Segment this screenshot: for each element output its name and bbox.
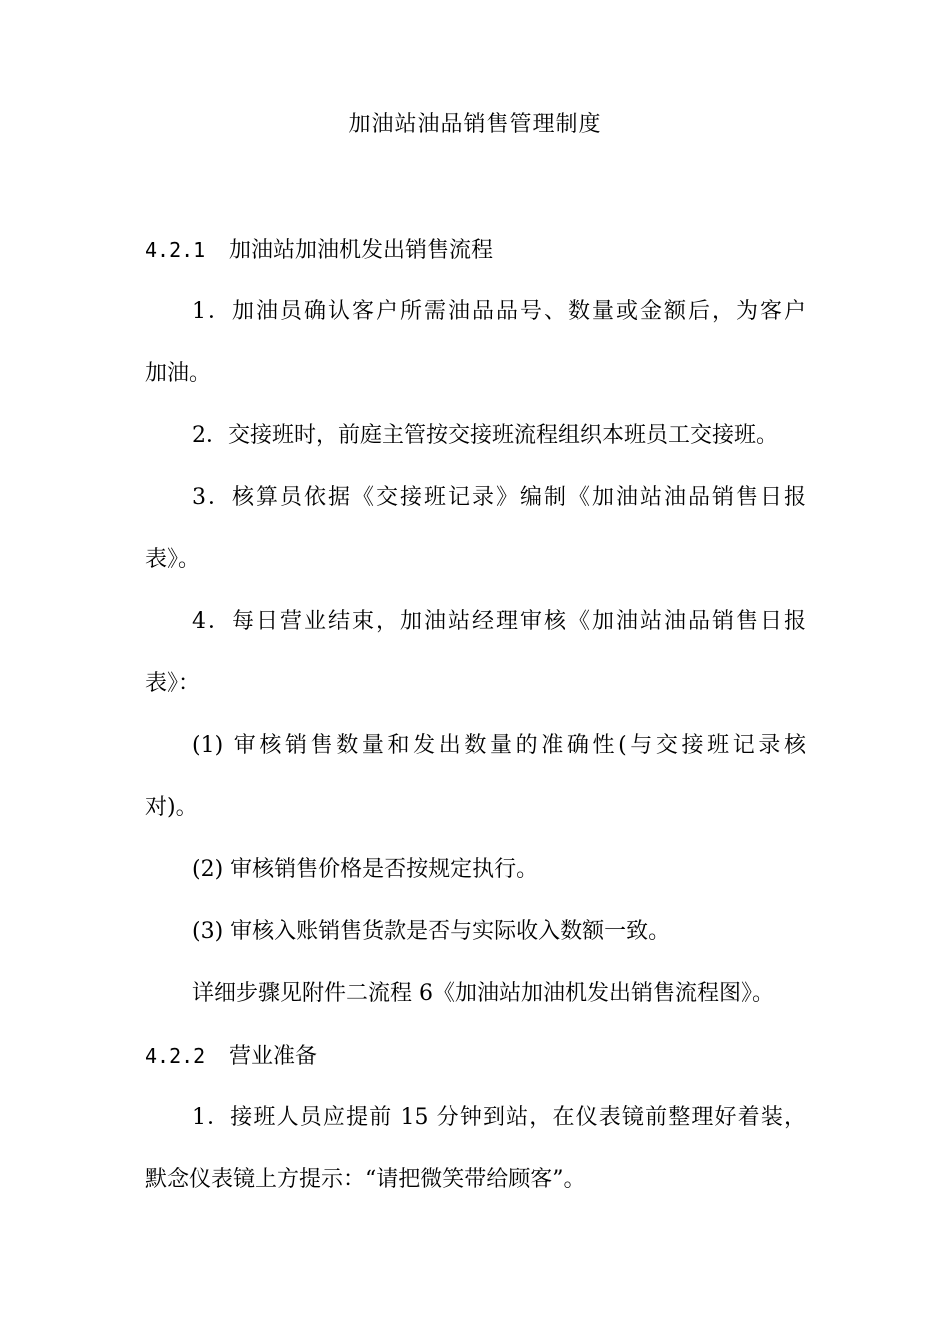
paragraph-line: 表》。	[145, 547, 201, 572]
paragraph-line: 表》：	[145, 671, 201, 696]
paragraph-line: 对)。	[145, 795, 198, 820]
paragraph-line: (2) 审核销售价格是否按规定执行。	[192, 857, 539, 882]
section-heading-4-2-2	[145, 1041, 317, 1072]
paragraph-line	[145, 483, 806, 513]
paragraph-text: (1) 审核销售数量和发出数量的准确性(与交接班记录核	[192, 733, 806, 758]
paragraph-line: (3) 审核入账销售货款是否与实际收入数额一致。	[192, 919, 671, 944]
section-number: 4.2.2	[145, 1044, 206, 1068]
section-heading-text: 加油站加油机发出销售流程	[229, 238, 494, 263]
paragraph-text: 1．接班人员应提前 15 分钟到站，在仪表镜前整理好着装，	[192, 1105, 806, 1130]
document-title: 加油站油品销售管理制度	[348, 112, 602, 137]
paragraph-line	[145, 297, 806, 327]
section-heading-text: 营业准备	[229, 1044, 318, 1069]
paragraph-text: 4．每日营业结束，加油站经理审核《加油站油品销售日报	[192, 609, 806, 634]
paragraph-line	[145, 607, 806, 637]
paragraph-line	[145, 1103, 806, 1133]
paragraph-line: 详细步骤见附件二流程 6《加油站加油机发出销售流程图》。	[192, 981, 774, 1006]
section-number: 4.2.1	[145, 238, 206, 262]
paragraph-line: 默念仪表镜上方提示：“请把微笑带给顾客”。	[145, 1167, 586, 1192]
paragraph-line: 加油。	[145, 361, 212, 386]
paragraph-text: 1．加油员确认客户所需油品品号、数量或金额后，为客户	[192, 299, 806, 324]
paragraph-line	[145, 731, 806, 761]
section-heading-4-2-1	[145, 235, 493, 266]
paragraph-text: 3．核算员依据《交接班记录》编制《加油站油品销售日报	[192, 485, 806, 510]
paragraph-line: 2．交接班时，前庭主管按交接班流程组织本班员工交接班。	[192, 423, 778, 448]
